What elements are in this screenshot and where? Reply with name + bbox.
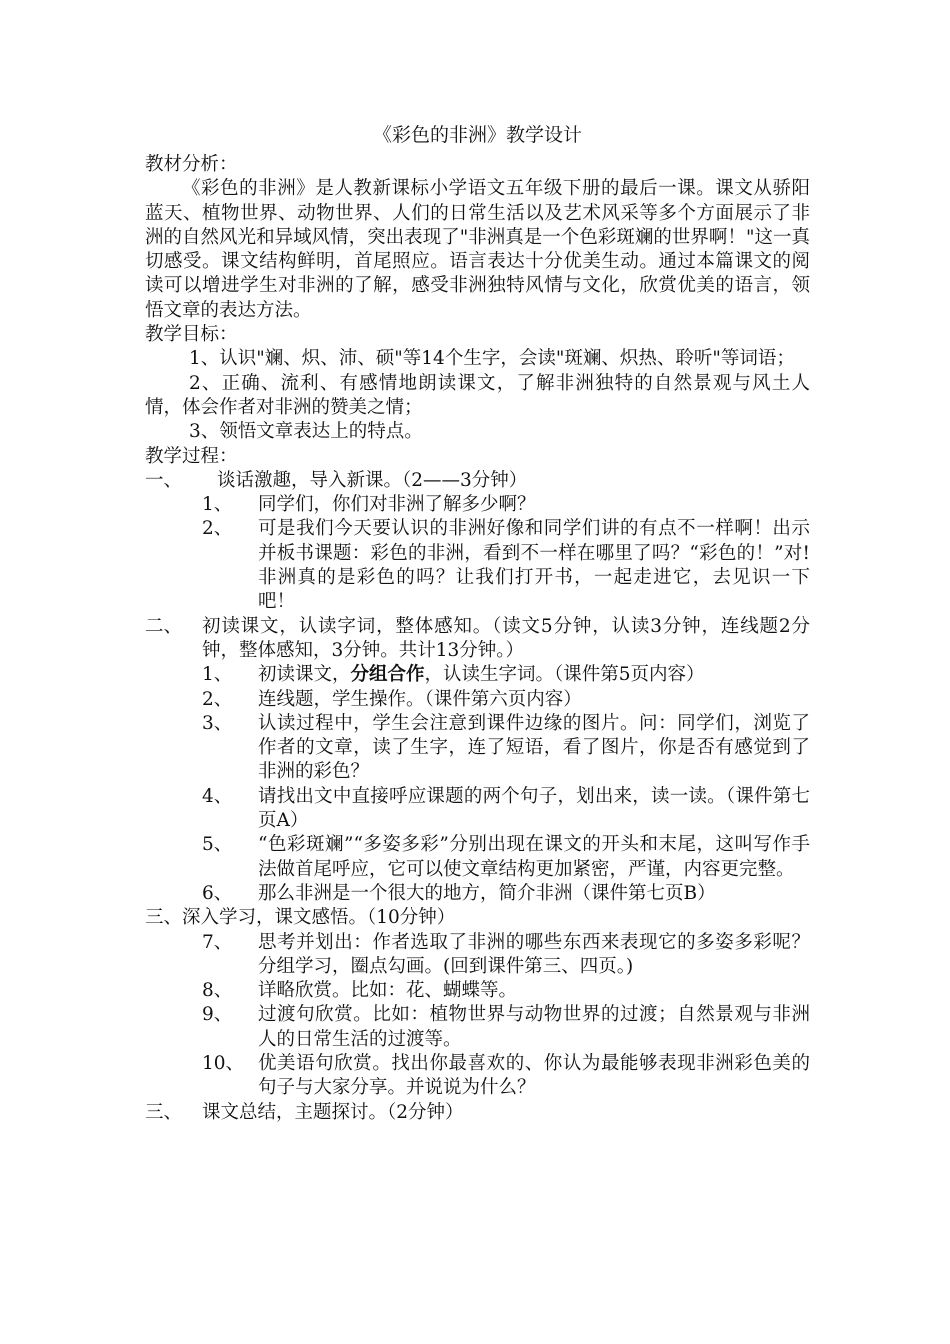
- item-number: 7、: [202, 931, 233, 953]
- goals-heading: 教学目标：: [145, 324, 238, 346]
- list-item: [145, 517, 810, 614]
- analysis-heading: 教材分析：: [145, 154, 238, 175]
- list-item: [145, 493, 810, 517]
- bold-phrase: 分组合作: [350, 664, 425, 686]
- item-text: 请找出文中直接呼应课题的两个句子，划出来，读一读。（课件第七页A）: [258, 785, 810, 832]
- section-number: 二、: [145, 615, 183, 637]
- section-3-title: 三、深入学习，课文感悟。（10分钟）: [145, 907, 456, 929]
- list-item: [145, 979, 810, 1003]
- item-number: 8、: [202, 980, 233, 1002]
- goal-item-2: 2、正确、流利、有感情地朗读课文，了解非洲独特的自然景观与风土人情，体会作者对非洲的赞美之情；: [145, 372, 810, 418]
- section-number: 一、: [145, 469, 183, 491]
- section-2: [145, 615, 810, 664]
- item-number: 4、: [202, 785, 233, 807]
- section-title: 课文总结，主题探讨。（2分钟）: [202, 1101, 464, 1123]
- item-number: 2、: [202, 688, 233, 710]
- list-item: [145, 833, 810, 882]
- document-page: [145, 120, 810, 1125]
- process-heading: 教学过程：: [145, 445, 238, 467]
- item-number: 1、: [202, 494, 233, 516]
- item-text: 认读过程中，学生会注意到课件边缘的图片。问：同学们，浏览了作者的文章，读了生字，连了短语，看了图片，你是否有感觉到了非洲的彩色？: [258, 712, 810, 783]
- item-text: 可是我们今天要认识的非洲好像和同学们讲的有点不一样啊！出示并板书课题：彩色的非洲，看到不一样在哪里了吗？“彩色的！”对!非洲真的是彩色的吗？让我们打开书，一起走进它，去见识一下吧！: [258, 518, 810, 613]
- list-item: [145, 688, 810, 712]
- item-number: 3、: [202, 712, 233, 734]
- list-item: [145, 931, 810, 980]
- goal-item-3: 3、领悟文章表达上的特点。: [189, 421, 423, 443]
- item-text: 优美语句欣赏。找出你最喜欢的、你认为最能够表现非洲彩色美的句子与大家分享。并说说为什么？: [258, 1052, 810, 1099]
- section-1: [145, 469, 810, 493]
- list-item: [145, 1052, 810, 1101]
- section-number: 三、: [145, 1101, 183, 1123]
- list-item: [145, 1003, 810, 1052]
- item-text: 那么非洲是一个很大的地方，简介非洲（课件第七页B）: [258, 882, 716, 904]
- list-item: [145, 663, 810, 687]
- item-text: 连线题，学生操作。（课件第六页内容）: [258, 688, 582, 710]
- item-text: [258, 663, 810, 687]
- item-number: 9、: [202, 1004, 233, 1026]
- section-4: [145, 1101, 810, 1125]
- item-text-pre: 初读课文，: [258, 664, 351, 686]
- section-title: 谈话激趣，导入新课。（2——3分钟）: [217, 469, 528, 491]
- list-item: [145, 785, 810, 834]
- item-number: 1、: [202, 664, 233, 686]
- goal-item-1: 1、认识"斓、炽、沛、硕"等14个生字，会读"斑斓、炽热、聆听"等词语；: [189, 348, 795, 370]
- item-text: 同学们，你们对非洲了解多少啊？: [258, 494, 536, 516]
- list-item: [145, 882, 810, 906]
- item-number: 5、: [202, 834, 233, 856]
- analysis-paragraph: 《彩色的非洲》是人教新课标小学语文五年级下册的最后一课。课文从骄阳蓝天、植物世界、动物世界、人们的日常生活以及艺术风采等多个方面展示了非洲的自然风光和异域风情，突出表现了"非洲真是一个色彩斑斓的世界啊！"这一真切感受。课文结构鲜明，首尾照应。语言表达十分优美生动。通过本篇课文的阅读可以增进学生对非洲的了解，感受非洲独特风情与文化，欣赏优美的语言，领悟文章的表达方法。: [145, 178, 810, 321]
- item-text: 详略欣赏。比如：花、蝴蝶等。: [258, 980, 518, 1002]
- document-title: 《彩色的非洲》教学设计: [372, 124, 582, 146]
- list-item: [145, 712, 810, 785]
- item-number: 6、: [202, 882, 233, 904]
- item-text-post: ，认读生字词。（课件第5页内容）: [424, 664, 705, 686]
- item-number: 2、: [202, 518, 233, 540]
- section-title: 初读课文，认读字词，整体感知。（读文5分钟，认读3分钟，连线题2分钟，整体感知，3分钟。共计13分钟。）: [202, 615, 810, 661]
- item-text: “色彩斑斓”“多姿多彩”分别出现在课文的开头和末尾，这叫写作手法做首尾呼应，它可以使文章结构更加紧密，严谨，内容更完整。: [258, 834, 810, 880]
- item-number: 10、: [202, 1052, 245, 1074]
- item-text: 思考并划出：作者选取了非洲的哪些东西来表现它的多姿多彩呢？分组学习，圈点勾画。(回到课件第三、四页。): [258, 931, 810, 977]
- item-text: 过渡句欣赏。比如：植物世界与动物世界的过渡；自然景观与非洲人的日常生活的过渡等。: [258, 1004, 810, 1050]
